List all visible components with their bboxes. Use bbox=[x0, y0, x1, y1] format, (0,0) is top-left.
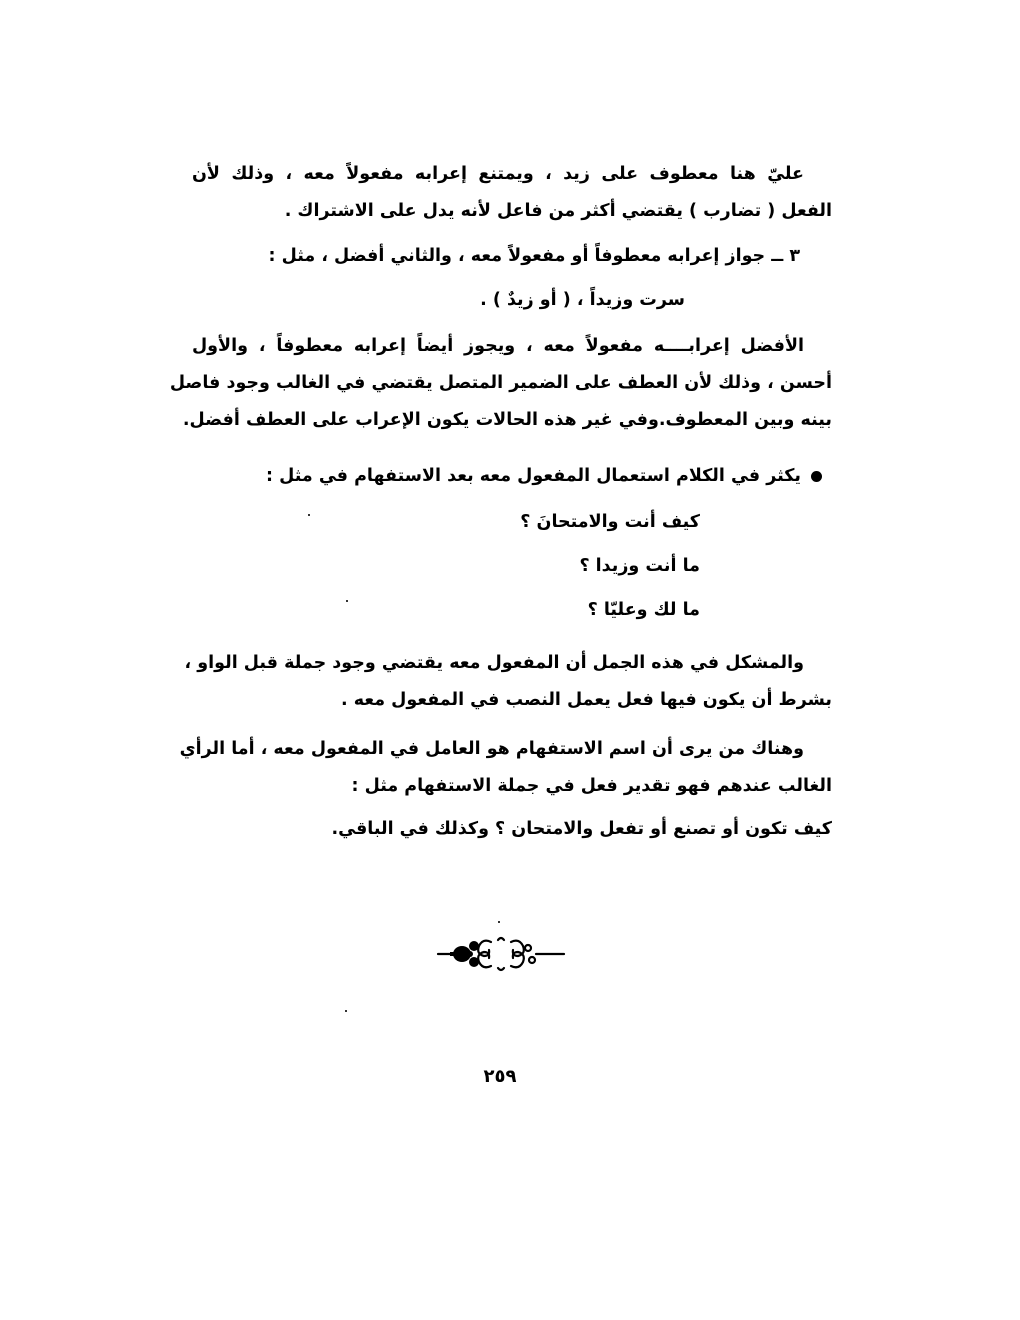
paragraph-1-line-1: عليّ هنا معطوف على زيد ، ويمتنع إعرابه مفعولاً معه ، وذلك لأن bbox=[192, 164, 804, 184]
bullet-text: يكثر في الكلام استعمال المفعول معه بعد الاستفهام في مثل : bbox=[266, 466, 801, 486]
scan-speck bbox=[345, 1010, 347, 1012]
page-number: ٢٥٩ bbox=[483, 1066, 517, 1087]
paragraph-4-line-2: الغالب عندهم فهو تقدير فعل في جملة الاستفهام مثل : bbox=[351, 776, 832, 796]
paragraph-2-line-2: أحسن ، وذلك لأن العطف على الضمير المتصل يقتضي في الغالب وجود فاصل bbox=[169, 373, 832, 393]
bullet-dot-icon bbox=[811, 471, 822, 482]
paragraph-3-line-1: والمشكل في هذه الجمل أن المفعول معه يقتضي وجود جملة قبل الواو ، bbox=[184, 653, 804, 673]
scan-speck bbox=[346, 600, 348, 602]
scan-speck bbox=[498, 921, 500, 923]
paragraph-4-line-1: وهناك من يرى أن اسم الاستفهام هو العامل في المفعول معه ، أما الرأي bbox=[179, 739, 804, 759]
bullet-example-2: ما أنت وزيدا ؟ bbox=[579, 556, 700, 576]
paragraph-2-line-3: بينه وبين المعطوف.وفي غير هذه الحالات يكون الإعراب على العطف أفضل. bbox=[182, 410, 832, 430]
bullet-example-3: ما لك وعليّا ؟ bbox=[587, 600, 700, 620]
scan-speck bbox=[308, 514, 310, 516]
rule-3-heading: ٣ ــ جواز إعرابه معطوفاً أو مفعولاً معه ، والثاني أفضل ، مثل : bbox=[268, 246, 800, 266]
floral-divider-icon bbox=[436, 932, 566, 972]
paragraph-4-example: كيف تكون أو تصنع أو تفعل والامتحان ؟ وكذلك في الباقي. bbox=[331, 819, 832, 839]
rule-3-example: سرت وزيداً ، ( أو زيدٌ ) . bbox=[480, 290, 685, 310]
paragraph-1-line-2: الفعل ( تضارب ) يقتضي أكثر من فاعل لأنه يدل على الاشتراك . bbox=[284, 201, 832, 221]
paragraph-3-line-2: بشرط أن يكون فيها فعل يعمل النصب في المفعول معه . bbox=[341, 690, 832, 710]
paragraph-2-line-1: الأفضل إعرابــــه مفعولاً معه ، ويجوز أيضاً إعرابه معطوفاً ، والأول bbox=[192, 336, 804, 356]
bullet-example-1: كيف أنت والامتحانَ ؟ bbox=[520, 512, 700, 532]
bullet-item bbox=[266, 463, 822, 489]
